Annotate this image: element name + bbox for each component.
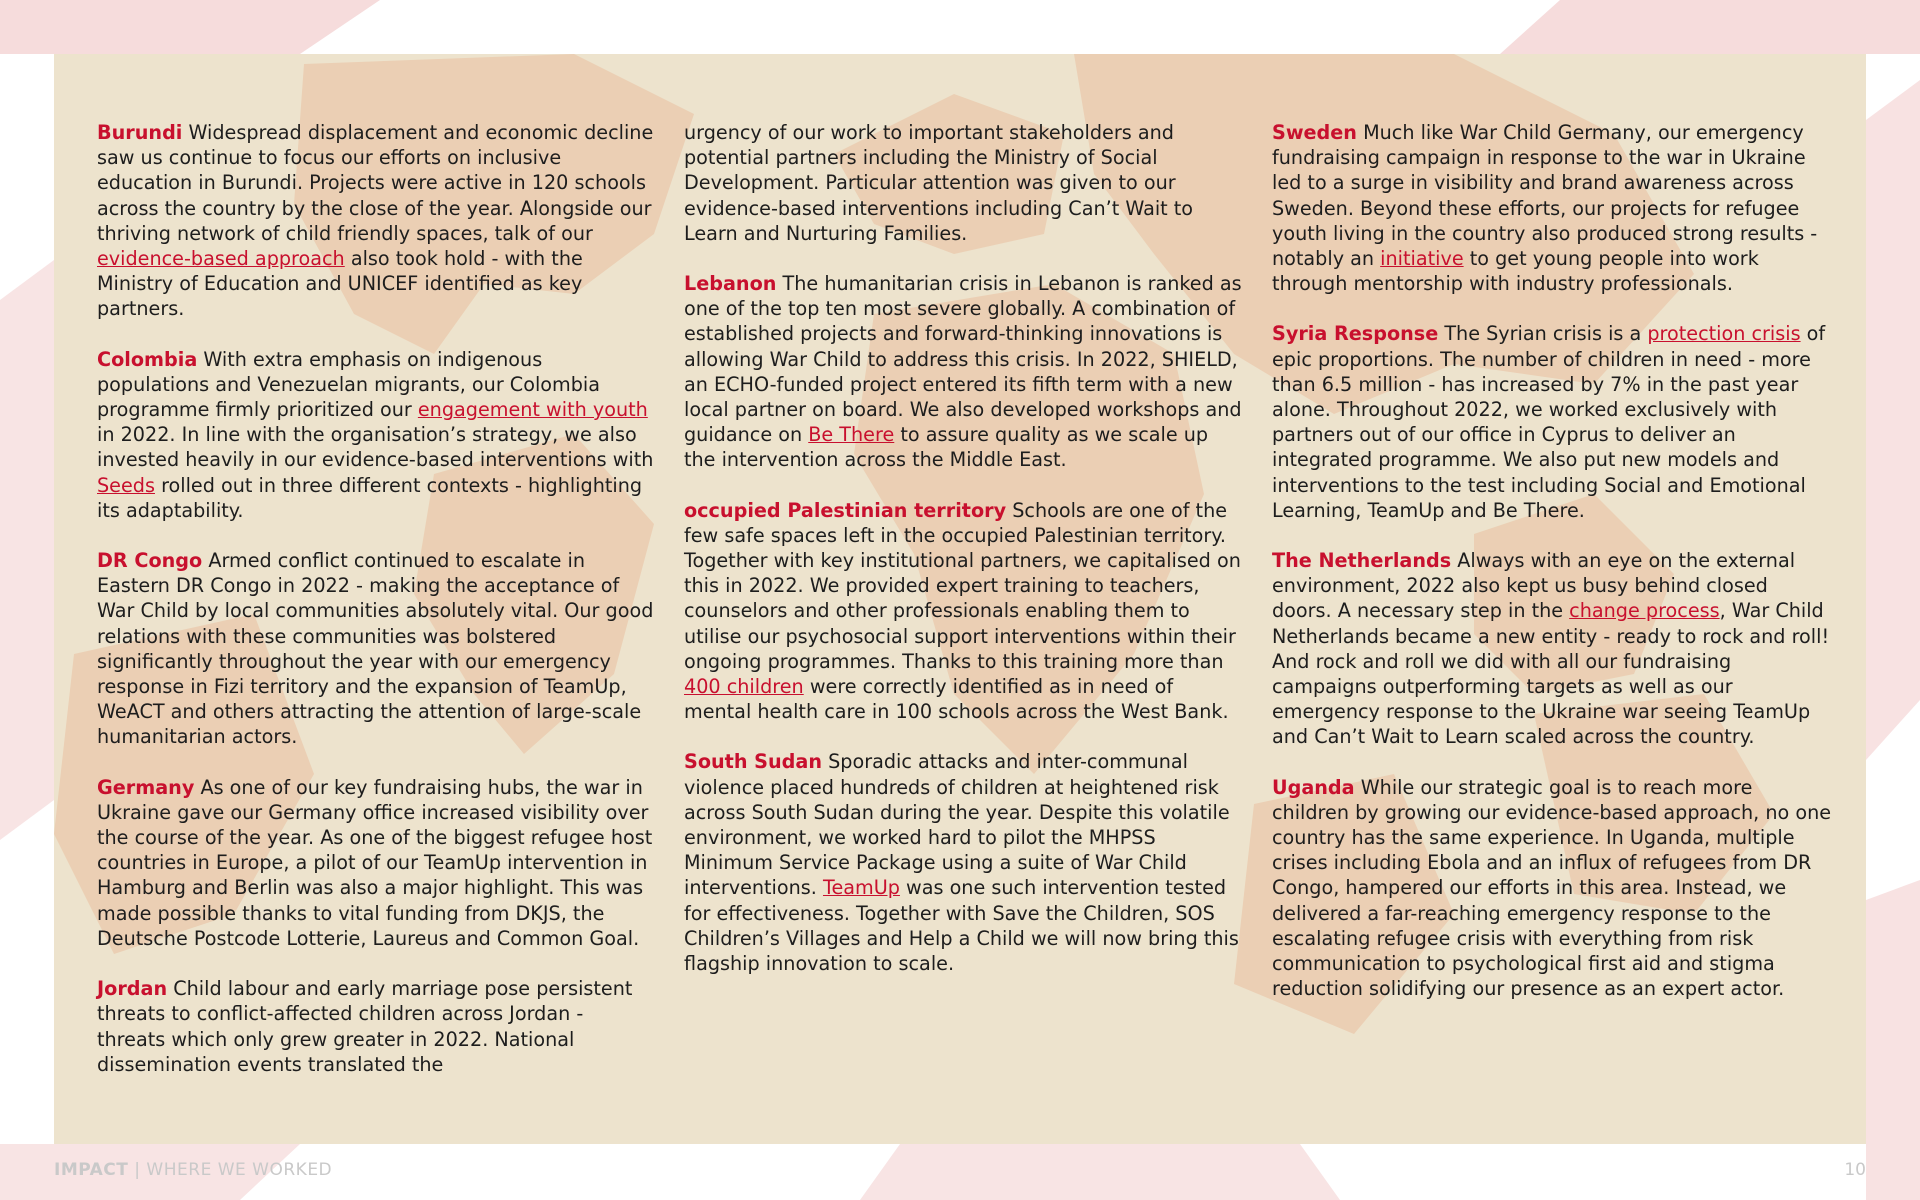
body-text: The humanitarian crisis in Lebanon is ranked as one of the top ten most severe globally. A combination of established projects and forward-thinking innovations is allowing War Child to address this crisis. In 2022, SHIELD, an ECHO-funded project entered its fifth term with a new local partner on board. We also developed workshops and guidance on (684, 272, 1242, 447)
body-text: Schools are one of the few safe spaces left in the occupied Palestinian territory. Together with key institutional partners, we capitalised on this in 2022. We provided expert training to teachers, counselors and other professionals enabling them to utilise our psychosocial support interventions within their ongoing programmes. Thanks to this training more than (684, 498, 1241, 673)
link-seeds[interactable]: Seeds (97, 473, 155, 497)
country-heading: South Sudan (684, 750, 822, 774)
link-be-there[interactable]: Be There (808, 423, 895, 447)
link-400-children[interactable]: 400 children (684, 675, 804, 699)
body-text: to get young people into work through mentorship with industry professionals. (1272, 247, 1759, 296)
body-text: With extra emphasis on indigenous populations and Venezuelan migrants, our Colombia programme firmly prioritized our (97, 347, 600, 422)
country-heading: Sweden (1272, 121, 1357, 144)
body-text: The Syrian crisis is a (1438, 322, 1648, 346)
body-text: urgency of our work to important stakeholders and potential partners including the Ministry of Social Development. Particular attention was given to our evidence-based interventions including Can’t Wait to Learn and Nurturing Families. (684, 121, 1194, 245)
link-teamup[interactable]: TeamUp (822, 876, 900, 900)
section-burundi (97, 120, 657, 322)
country-heading: Germany (97, 775, 195, 799)
section-opt (684, 498, 1244, 725)
footer-section: IMPACT (54, 1160, 129, 1180)
country-heading: DR Congo (97, 549, 203, 573)
footer-subsection: WHERE WE WORKED (146, 1160, 333, 1180)
country-heading: The Netherlands (1272, 549, 1452, 573)
body-text: rolled out in three different contexts - highlighting its adaptability. (97, 473, 643, 522)
section-lebanon (684, 271, 1244, 473)
link-change-process[interactable]: change process (1569, 599, 1720, 623)
body-text: Widespread displacement and economic decline saw us continue to focus our efforts on inclusive education in Burundi. Projects were active in 120 schools across the country by the close of the year. Alongside our thriving network of child friendly spaces, talk of our (97, 121, 654, 245)
body-text: was one such intervention tested for effectiveness. Together with Save the Children, SOS Children’s Villages and Help a Child we will now bring this flagship innovation to scale. (684, 876, 1239, 976)
body-text: , War Child Netherlands became a new entity - ready to rock and roll! And rock and roll we did with all our fundraising campaigns outperforming targets as well as our emergency response to the Ukraine war seeing TeamUp and Can’t Wait to Learn scaled across the country. (1272, 599, 1830, 749)
content-panel (54, 54, 1866, 1144)
section-jordan (97, 976, 657, 1077)
country-heading: Syria Response (1272, 322, 1439, 346)
country-heading: Burundi (97, 121, 183, 144)
link-engagement-with-youth[interactable]: engagement with youth (417, 398, 648, 422)
link-protection-crisis[interactable]: protection crisis (1647, 322, 1801, 346)
section-syria-response (1272, 321, 1832, 523)
body-text: also took hold - with the Ministry of Education and UNICEF identified as key partners. (97, 247, 583, 321)
country-heading: occupied Palestinian territory (684, 498, 1007, 522)
body-text: Child labour and early marriage pose persistent threats to conflict-affected children across Jordan - threats which only grew greater in 2022. National dissemination events translated the (97, 977, 633, 1076)
body-text: of epic proportions. The number of children in need - more than 6.5 million - has increased by 7% in the past year alone. Throughout 2022, we worked exclusively with partners out of our office in Cyprus to deliver an integrated programme. We also put new models and interventions to the test including Social and Emotional Learning, TeamUp and Be There. (1272, 322, 1826, 522)
body-text: Armed conflict continued to escalate in Eastern DR Congo in 2022 - making the acceptance of War Child by local communities absolutely vital. Our good relations with these communities was bolstered significantly throughout the year with our emergency response in Fizi territory and the expansion of TeamUp, WeACT and others attracting the attention of large-scale humanitarian actors. (97, 549, 654, 749)
country-heading: Uganda (1272, 775, 1355, 799)
link-evidence-based-approach[interactable]: evidence-based approach (97, 247, 345, 271)
body-text: Much like War Child Germany, our emergency fundraising campaign in response to the war in Ukraine led to a surge in visibility and brand awareness across Sweden. Beyond these efforts, our projects for refugee youth living in the country also produced strong results - notably an (1272, 121, 1818, 271)
section-the-netherlands (1272, 548, 1832, 750)
country-heading: Colombia (97, 347, 198, 371)
body-text: As one of our key fundraising hubs, the war in Ukraine gave our Germany office increased visibility over the course of the year. As one of the biggest refugee host countries in Europe, a pilot of our TeamUp intervention in Hamburg and Berlin was also a major highlight. This was made possible thanks to vital funding from DKJS, the Deutsche Postcode Lotterie, Laureus and Common Goal. (97, 775, 653, 950)
column-1 (97, 120, 657, 1102)
section-dr-congo (97, 548, 657, 750)
body-text: were correctly identified as in need of mental health care in 100 schools across the West Bank. (684, 675, 1229, 724)
body-text: Sporadic attacks and inter-communal violence placed hundreds of children at heightened risk across South Sudan during the year. Despite this volatile environment, we worked hard to pilot the MHPSS Minimum Service Package using a suite of War Child interventions. (684, 750, 1230, 900)
column-3 (1272, 120, 1832, 1027)
country-heading: Lebanon (684, 272, 777, 296)
country-heading: Jordan (97, 977, 168, 1001)
body-text: While our strategic goal is to reach more children by growing our evidence-based approach, no one country has the same experience. In Uganda, multiple crises including Ebola and an influx of refugees from DR Congo, hampered our efforts in this area. Instead, we delivered a far-reaching emergency response to the escalating refugee crisis with everything from risk communication to psychological first aid and stigma reduction solidifying our presence as an expert actor. (1272, 775, 1832, 1001)
body-text: Always with an eye on the external environment, 2022 also kept us busy behind closed doors. A necessary step in the (1272, 549, 1796, 623)
page-footer (54, 1160, 332, 1180)
body-text: in 2022. In line with the organisation’s strategy, we also invested heavily in our evidence-based interventions with (97, 423, 654, 472)
section-jordan-continued (684, 120, 1244, 246)
section-uganda (1272, 775, 1832, 1002)
column-2 (684, 120, 1244, 1001)
page-number: 10 (1844, 1160, 1866, 1180)
section-colombia (97, 347, 657, 523)
body-text: to assure quality as we scale up the intervention across the Middle East. (684, 423, 1209, 472)
section-germany (97, 775, 657, 951)
footer-separator: | (128, 1160, 147, 1180)
section-south-sudan (684, 749, 1244, 976)
article-columns (97, 120, 1832, 1120)
link-initiative[interactable]: initiative (1380, 247, 1464, 271)
section-sweden (1272, 120, 1832, 296)
